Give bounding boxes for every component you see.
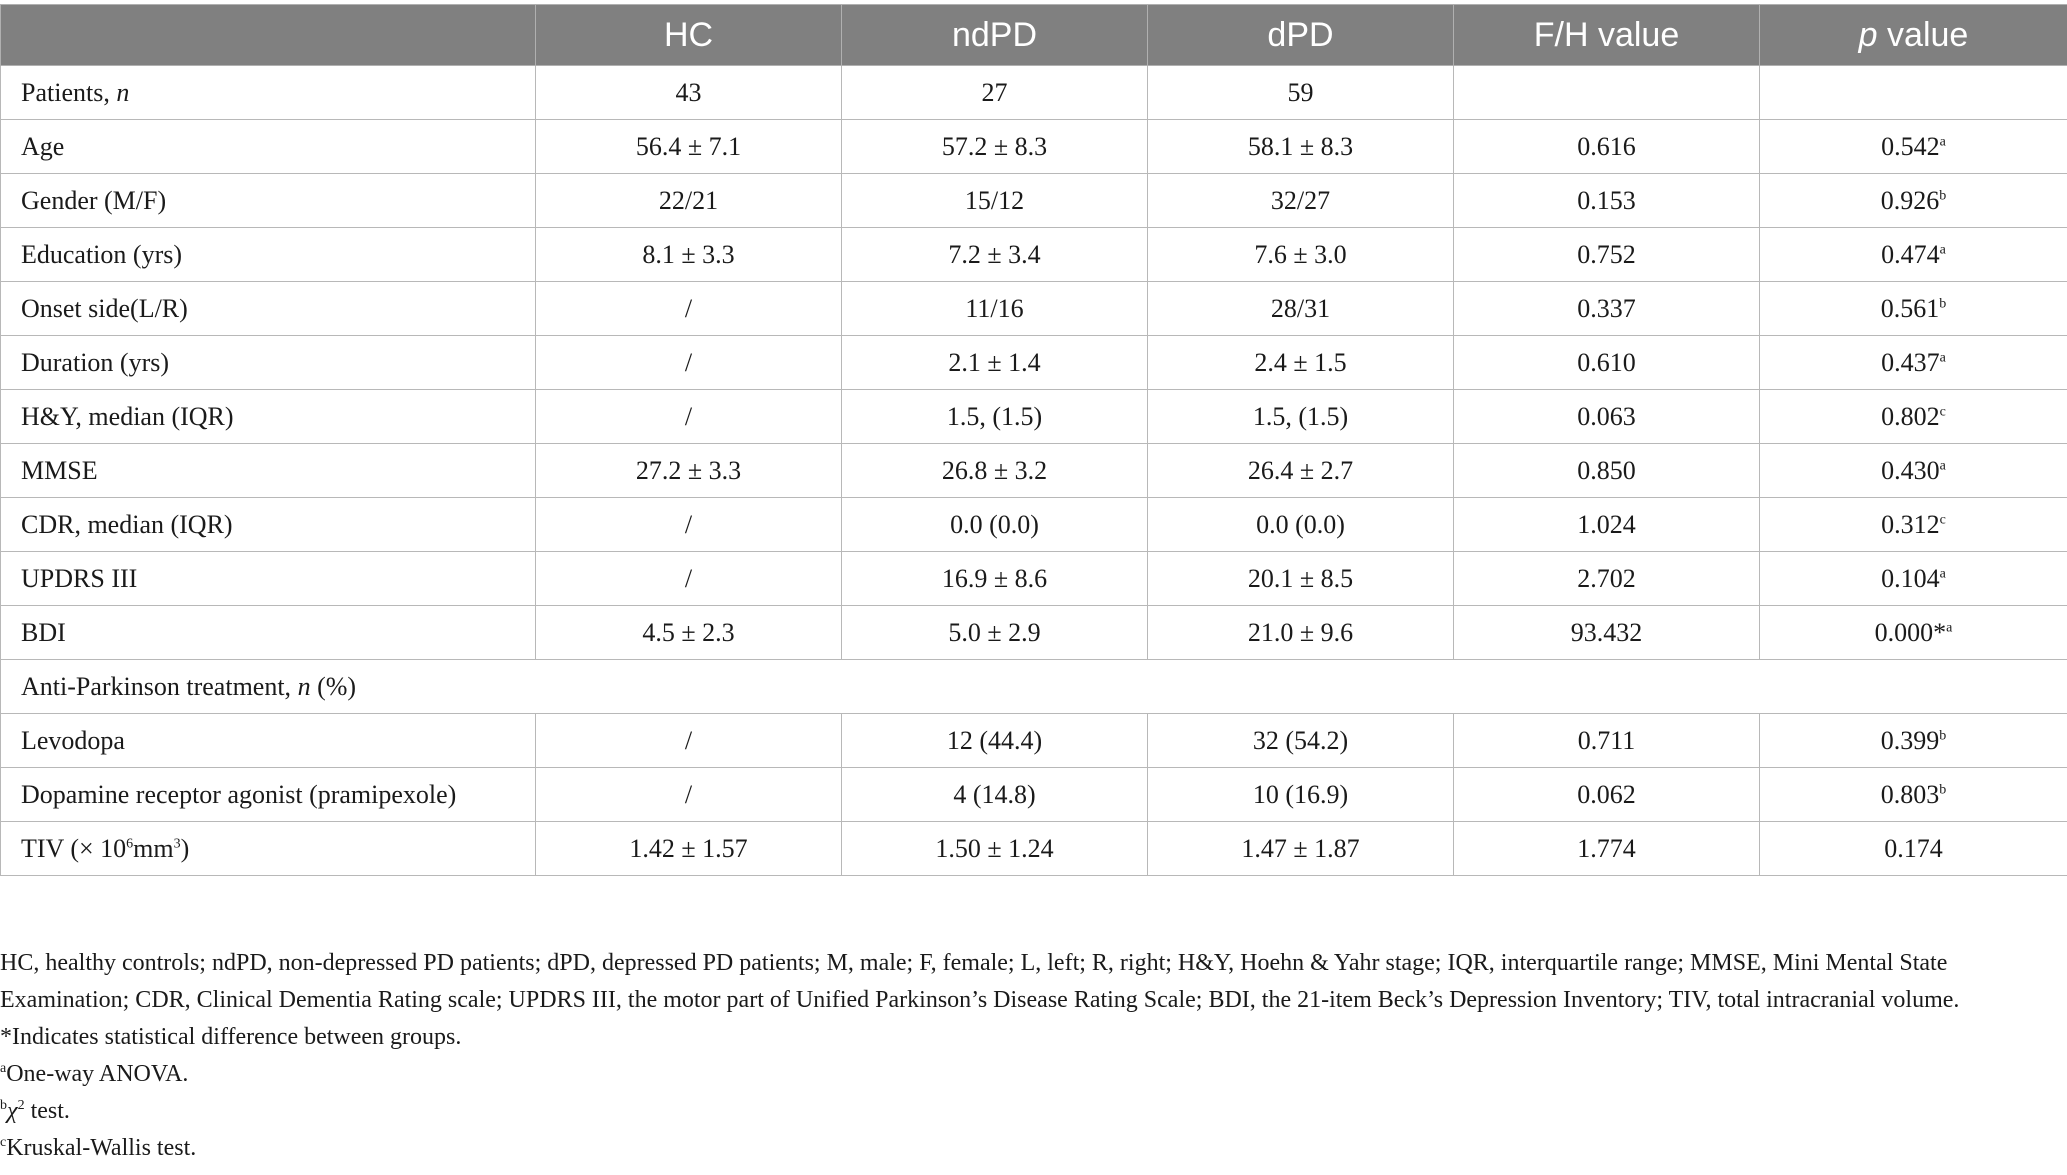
cell-value: 1.5, (1.5) xyxy=(946,401,1043,431)
cell-p-value xyxy=(1760,714,2067,768)
cell-ndpd xyxy=(842,336,1148,390)
cell-f-h-value xyxy=(1454,174,1760,228)
row-label-cell xyxy=(1,768,536,822)
cell-value: 0.399 xyxy=(1880,725,1940,755)
cell-value: 2.702 xyxy=(1577,563,1636,593)
row-label: H&Y, median (IQR) xyxy=(21,401,234,431)
row-label-cell xyxy=(1,282,536,336)
cell-value: 0.850 xyxy=(1577,455,1636,485)
cell-value: 7.6 ± 3.0 xyxy=(1254,239,1347,269)
cell-value: 4.5 ± 2.3 xyxy=(642,617,735,647)
cell-value: 22/21 xyxy=(658,185,719,215)
cell-ndpd xyxy=(842,606,1148,660)
row-label-italic: n xyxy=(297,671,311,701)
row-label: Gender (M/F) xyxy=(21,185,167,215)
cell-p-value xyxy=(1760,498,2067,552)
cell-value: 0.337 xyxy=(1577,293,1636,323)
significance-mark: a xyxy=(1939,133,1946,149)
header-cell-dpd: dPD xyxy=(1148,5,1454,66)
cell-value: / xyxy=(684,347,693,377)
significance-mark: a xyxy=(1946,619,1953,635)
cell-value: 0.000* xyxy=(1874,617,1947,647)
cell-value: / xyxy=(684,509,693,539)
cell-value: 0.063 xyxy=(1577,401,1636,431)
cell-value: 0.474 xyxy=(1881,239,1940,269)
footnote-b-mark: b xyxy=(0,1098,7,1113)
table-row xyxy=(1,768,2067,822)
cell-value: 27 xyxy=(981,77,1008,107)
cell-value: 26.8 ± 3.2 xyxy=(941,455,1048,485)
cell-value: / xyxy=(684,563,693,593)
cell-value: 93.432 xyxy=(1570,617,1643,647)
cell-p-value xyxy=(1760,606,2067,660)
cell-p-value xyxy=(1760,120,2067,174)
row-label: UPDRS III xyxy=(21,563,138,593)
cell-hc xyxy=(536,228,842,282)
cell-ndpd xyxy=(842,822,1148,876)
cell-dpd xyxy=(1148,336,1454,390)
cell-p-value xyxy=(1760,444,2067,498)
row-label-cell xyxy=(1,714,536,768)
significance-mark: b xyxy=(1939,727,1947,743)
header-cell-f-h-value: F/H value xyxy=(1454,5,1760,66)
cell-hc xyxy=(536,390,842,444)
cell-value: 1.774 xyxy=(1577,833,1636,863)
table-row xyxy=(1,714,2067,768)
cell-hc xyxy=(536,282,842,336)
footnote-c-text: Kruskal-Wallis test. xyxy=(6,1135,197,1161)
row-label-cell xyxy=(1,174,536,228)
row-label-cell xyxy=(1,336,536,390)
header-cell-p-value xyxy=(1760,5,2067,66)
row-label-italic: n xyxy=(116,77,130,107)
row-label: Anti-Parkinson treatment, xyxy=(21,671,298,701)
cell-dpd xyxy=(1148,768,1454,822)
cell-value: 58.1 ± 8.3 xyxy=(1247,131,1354,161)
cell-f-h-value xyxy=(1454,768,1760,822)
header-p-suffix: value xyxy=(1877,15,1969,54)
cell-value: 4 (14.8) xyxy=(953,779,1036,809)
cell-hc xyxy=(536,336,842,390)
cell-dpd xyxy=(1148,282,1454,336)
cell-dpd xyxy=(1148,228,1454,282)
row-label-cell xyxy=(1,498,536,552)
row-label: Onset side(L/R) xyxy=(21,293,188,323)
cell-value: 1.47 ± 1.87 xyxy=(1241,833,1360,863)
row-label-mid: mm xyxy=(133,833,174,863)
footnote-c xyxy=(0,1130,2060,1167)
cell-ndpd xyxy=(842,282,1148,336)
cell-value: 12 (44.4) xyxy=(946,725,1043,755)
cell-p-value xyxy=(1760,282,2067,336)
cell-value: 0.312 xyxy=(1881,509,1940,539)
significance-mark: b xyxy=(1939,187,1947,203)
cell-hc xyxy=(536,444,842,498)
cell-dpd xyxy=(1148,552,1454,606)
cell-value: 0.062 xyxy=(1577,779,1636,809)
cell-value: 0.711 xyxy=(1577,725,1636,755)
cell-ndpd xyxy=(842,768,1148,822)
cell-value: / xyxy=(684,725,693,755)
cell-value: 56.4 ± 7.1 xyxy=(635,131,742,161)
row-label: MMSE xyxy=(21,455,98,485)
row-label-sup2: 3 xyxy=(173,835,181,851)
cell-ndpd xyxy=(842,390,1148,444)
cell-ndpd xyxy=(842,714,1148,768)
cell-hc xyxy=(536,174,842,228)
table-row xyxy=(1,66,2067,120)
significance-mark: b xyxy=(1939,295,1947,311)
cell-value: 1.42 ± 1.57 xyxy=(629,833,748,863)
abbreviation-note: HC, healthy controls; ndPD, non-depressed PD patients; dPD, depressed PD patients; M, male; F, female; L, left; R, right; H&Y, Hoehn & Yahr stage; IQR, interquartile range; MMSE, Mini Mental State Examination; CDR, Clinical Dementia Rating scale; UPDRS III, the motor part of Unified Parkinson’s Disease Rating Scale; BDI, the 21-item Beck’s Depression Inventory; TIV, total intracranial volume. *Indicates statistical difference between groups. xyxy=(0,950,1960,1050)
cell-f-h-value xyxy=(1454,120,1760,174)
footnote-a-mark: a xyxy=(0,1061,7,1076)
cell-f-h-value xyxy=(1454,444,1760,498)
significance-mark: b xyxy=(1939,781,1947,797)
row-label-cell xyxy=(1,390,536,444)
table-row xyxy=(1,282,2067,336)
cell-dpd xyxy=(1148,444,1454,498)
cell-value: 10 (16.9) xyxy=(1252,779,1349,809)
cell-value: 0.430 xyxy=(1881,455,1940,485)
cell-p-value xyxy=(1760,228,2067,282)
cell-f-h-value xyxy=(1454,66,1760,120)
section-row xyxy=(1,660,2067,714)
cell-dpd xyxy=(1148,606,1454,660)
cell-value: 0.926 xyxy=(1880,185,1940,215)
cell-value: / xyxy=(684,293,693,323)
cell-value: 2.4 ± 1.5 xyxy=(1254,347,1347,377)
header-p-italic: p xyxy=(1858,15,1878,54)
cell-p-value xyxy=(1760,390,2067,444)
cell-value: 21.0 ± 9.6 xyxy=(1247,617,1354,647)
table-row xyxy=(1,120,2067,174)
cell-ndpd xyxy=(842,174,1148,228)
cell-value: 1.024 xyxy=(1577,509,1636,539)
table-row xyxy=(1,822,2067,876)
characteristics-table xyxy=(0,4,2067,876)
row-label: Dopamine receptor agonist (pramipexole) xyxy=(21,779,457,809)
cell-hc xyxy=(536,552,842,606)
cell-value: 32/27 xyxy=(1270,185,1331,215)
cell-p-value xyxy=(1760,336,2067,390)
cell-hc xyxy=(536,66,842,120)
row-label-cell xyxy=(1,120,536,174)
significance-mark: a xyxy=(1939,457,1946,473)
footnote-a-text: One-way ANOVA. xyxy=(6,1061,189,1087)
cell-value: 11/16 xyxy=(965,293,1024,323)
section-label-cell xyxy=(1,660,2067,714)
cell-value: 15/12 xyxy=(964,185,1025,215)
cell-ndpd xyxy=(842,444,1148,498)
cell-value: / xyxy=(684,401,693,431)
cell-dpd xyxy=(1148,822,1454,876)
cell-value: / xyxy=(684,779,693,809)
table-row xyxy=(1,444,2067,498)
cell-p-value xyxy=(1760,174,2067,228)
header-row xyxy=(1,5,2067,66)
row-label: Education (yrs) xyxy=(21,239,183,269)
footnote-b-text: test. xyxy=(24,1098,70,1124)
cell-dpd xyxy=(1148,66,1454,120)
row-label-cell xyxy=(1,66,536,120)
cell-ndpd xyxy=(842,552,1148,606)
row-label: Levodopa xyxy=(21,725,125,755)
footnote-a xyxy=(0,1056,2060,1093)
table-row xyxy=(1,336,2067,390)
cell-hc xyxy=(536,120,842,174)
cell-value: 0.802 xyxy=(1881,401,1940,431)
cell-value: 0.610 xyxy=(1577,347,1636,377)
footnote-b-chi-sup: 2 xyxy=(17,1098,25,1113)
table-footnotes xyxy=(0,945,2060,1167)
cell-p-value xyxy=(1760,66,2067,120)
row-label-cell xyxy=(1,228,536,282)
cell-value: 0.0 (0.0) xyxy=(1256,509,1345,539)
row-label: BDI xyxy=(21,617,66,647)
cell-dpd xyxy=(1148,714,1454,768)
cell-value: 5.0 ± 2.9 xyxy=(948,617,1041,647)
row-label-cell xyxy=(1,444,536,498)
cell-hc xyxy=(536,768,842,822)
cell-value: 43 xyxy=(675,77,702,107)
cell-hc xyxy=(536,714,842,768)
cell-dpd xyxy=(1148,390,1454,444)
cell-value: 28/31 xyxy=(1270,293,1331,323)
row-label: Age xyxy=(21,131,65,161)
cell-hc xyxy=(536,498,842,552)
cell-ndpd xyxy=(842,120,1148,174)
cell-value: 0.153 xyxy=(1577,185,1636,215)
cell-value: 0.752 xyxy=(1577,239,1636,269)
cell-value: 59 xyxy=(1287,77,1314,107)
cell-value: 0.0 (0.0) xyxy=(950,509,1039,539)
cell-p-value xyxy=(1760,552,2067,606)
row-label-cell xyxy=(1,552,536,606)
cell-value: 0.542 xyxy=(1881,131,1940,161)
cell-value: 2.1 ± 1.4 xyxy=(948,347,1041,377)
cell-f-h-value xyxy=(1454,228,1760,282)
cell-value: 0.616 xyxy=(1577,131,1636,161)
cell-value: 57.2 ± 8.3 xyxy=(941,131,1048,161)
cell-value: 27.2 ± 3.3 xyxy=(635,455,742,485)
significance-mark: c xyxy=(1939,511,1946,527)
significance-mark: c xyxy=(1939,403,1946,419)
cell-ndpd xyxy=(842,66,1148,120)
cell-f-h-value xyxy=(1454,336,1760,390)
row-label-cell xyxy=(1,606,536,660)
significance-mark: a xyxy=(1939,349,1946,365)
cell-f-h-value xyxy=(1454,282,1760,336)
cell-f-h-value xyxy=(1454,822,1760,876)
cell-value: 0.104 xyxy=(1881,563,1940,593)
cell-f-h-value xyxy=(1454,606,1760,660)
cell-value: 26.4 ± 2.7 xyxy=(1247,455,1354,485)
table-row xyxy=(1,390,2067,444)
cell-f-h-value xyxy=(1454,552,1760,606)
cell-value: 1.5, (1.5) xyxy=(1252,401,1349,431)
footnote-b-chi: χ xyxy=(7,1098,18,1124)
cell-ndpd xyxy=(842,228,1148,282)
cell-p-value xyxy=(1760,822,2067,876)
cell-value: 0.174 xyxy=(1884,833,1943,863)
cell-f-h-value xyxy=(1454,714,1760,768)
row-label-end: ) xyxy=(180,833,190,863)
footnote-c-mark: c xyxy=(0,1135,7,1150)
cell-f-h-value xyxy=(1454,390,1760,444)
table-row xyxy=(1,228,2067,282)
table-row xyxy=(1,606,2067,660)
row-label: CDR, median (IQR) xyxy=(21,509,233,539)
header-cell-hc: HC xyxy=(536,5,842,66)
header-cell-ndpd: ndPD xyxy=(842,5,1148,66)
cell-value: 8.1 ± 3.3 xyxy=(642,239,735,269)
cell-value: 1.50 ± 1.24 xyxy=(935,833,1054,863)
cell-dpd xyxy=(1148,120,1454,174)
row-label-cell xyxy=(1,822,536,876)
cell-f-h-value xyxy=(1454,498,1760,552)
significance-mark: a xyxy=(1939,241,1946,257)
cell-hc xyxy=(536,822,842,876)
cell-value: 20.1 ± 8.5 xyxy=(1247,563,1354,593)
row-label: TIV (× 10 xyxy=(21,833,127,863)
cell-ndpd xyxy=(842,498,1148,552)
table-row xyxy=(1,174,2067,228)
cell-value: 0.803 xyxy=(1880,779,1940,809)
cell-value: 0.561 xyxy=(1880,293,1940,323)
cell-value: 16.9 ± 8.6 xyxy=(941,563,1048,593)
cell-dpd xyxy=(1148,498,1454,552)
significance-mark: a xyxy=(1939,565,1946,581)
cell-hc xyxy=(536,606,842,660)
row-label-end: (%) xyxy=(310,671,357,701)
cell-value: 32 (54.2) xyxy=(1252,725,1349,755)
header-cell-blank xyxy=(1,5,536,66)
row-label: Duration (yrs) xyxy=(21,347,170,377)
footnote-b xyxy=(0,1093,2060,1130)
row-label-sup: 6 xyxy=(126,835,134,851)
row-label: Patients, xyxy=(21,77,117,107)
cell-p-value xyxy=(1760,768,2067,822)
cell-value: 0.437 xyxy=(1881,347,1940,377)
cell-dpd xyxy=(1148,174,1454,228)
table-row xyxy=(1,552,2067,606)
cell-value: 7.2 ± 3.4 xyxy=(948,239,1041,269)
table-row xyxy=(1,498,2067,552)
